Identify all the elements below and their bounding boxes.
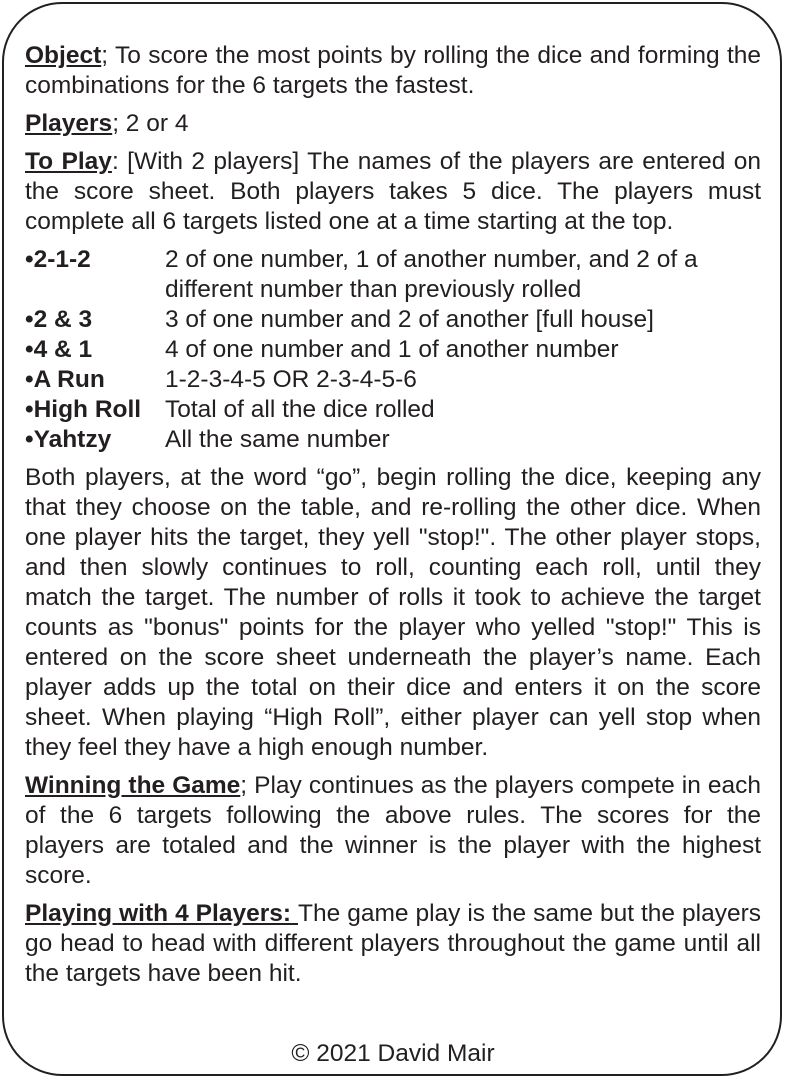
- rules-content: [25, 41, 761, 997]
- players-text: ; 2 or 4: [112, 110, 189, 137]
- four-players-paragraph: [25, 899, 761, 989]
- four-players-heading: Playing with 4 Players:: [25, 900, 298, 927]
- object-heading: Object: [25, 42, 102, 69]
- object-paragraph: [25, 41, 761, 101]
- target-name: •A Run: [25, 366, 105, 393]
- target-name: •2-1-2: [25, 246, 91, 273]
- target-row: [25, 305, 761, 335]
- target-name: •2 & 3: [25, 306, 93, 333]
- target-description: 2 of one number, 1 of another number, and 2 of a different number than previously rolled: [165, 246, 698, 303]
- target-name: •4 & 1: [25, 336, 93, 363]
- target-row: [25, 335, 761, 365]
- gameplay-paragraph: Both players, at the word “go”, begin rolling the dice, keeping any that they choose on the table, and re-rolling the other dice. When one player hits the target, they yell "stop!". The other player stops, and then slowly continues to roll, counting each roll, until they match the target. The number of rolls it took to achieve the target counts as "bonus" points for the player who yelled "stop!" This is entered on the score sheet underneath the player’s name. Each player adds up the total on their dice and enters it on the score sheet. When playing “High Roll”, either player can yell stop when they feel they have a high enough number.: [25, 464, 761, 761]
- to-play-paragraph: [25, 147, 761, 237]
- target-description: 3 of one number and 2 of another [full house]: [165, 306, 654, 333]
- winning-heading: Winning the Game: [25, 772, 241, 799]
- target-row: [25, 425, 761, 455]
- players-heading: Players: [25, 110, 113, 137]
- target-description: All the same number: [165, 426, 390, 453]
- winning-text: ; Play continues as the players compete in each of the 6 targets following the above rules. The scores for the players are totaled and the winner is the player with the highest score.: [25, 772, 761, 889]
- target-row: [25, 365, 761, 395]
- target-description: Total of all the dice rolled: [165, 396, 435, 423]
- target-description: 1-2-3-4-5 OR 2-3-4-5-6: [165, 366, 417, 393]
- copyright-footer: © 2021 David Mair: [291, 1040, 495, 1067]
- to-play-text: : [With 2 players] The names of the players are entered on the score sheet. Both players takes 5 dice. The players must complete all 6 targets listed one at a time starting at the top.: [25, 148, 762, 235]
- target-description: 4 of one number and 1 of another number: [165, 336, 619, 363]
- target-row: [25, 245, 761, 305]
- target-row: [25, 395, 761, 425]
- target-name: •High Roll: [25, 396, 142, 423]
- four-players-text: The game play is the same but the players go head to head with different players throughout the game until all the targets have been hit.: [25, 900, 761, 987]
- to-play-heading: To Play: [25, 148, 112, 175]
- object-text: ; To score the most points by rolling the dice and forming the combinations for the 6 targets the fastest.: [25, 42, 761, 99]
- players-paragraph: [25, 109, 761, 139]
- target-name: •Yahtzy: [25, 426, 112, 453]
- winning-paragraph: [25, 771, 761, 891]
- targets-list: [25, 245, 761, 455]
